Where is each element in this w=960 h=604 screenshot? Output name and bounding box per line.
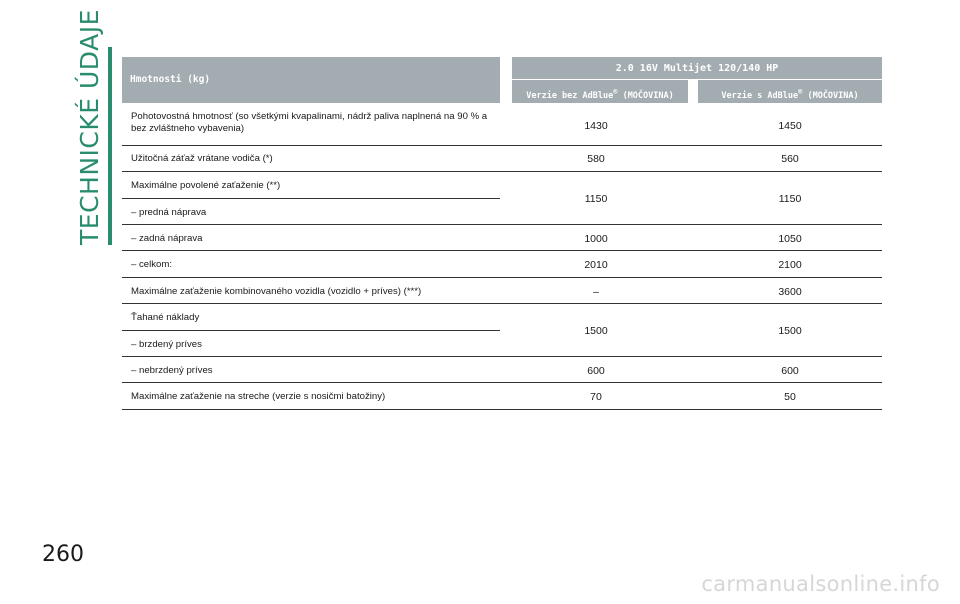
row-sublabel: – brzdený príves bbox=[131, 339, 202, 350]
row-value-2: 1450 bbox=[778, 120, 802, 132]
section-title-rule bbox=[108, 47, 112, 245]
row-divider bbox=[122, 409, 882, 410]
row-divider-partial bbox=[122, 330, 500, 331]
watermark: carmanualsonline.info bbox=[701, 572, 940, 596]
row-label: – celkom: bbox=[131, 259, 173, 270]
row-label: – nebrzdený príves bbox=[131, 365, 213, 376]
row-label: Ťahané náklady bbox=[131, 312, 200, 323]
row-value-1: 1430 bbox=[584, 120, 608, 132]
row-value-1: 70 bbox=[590, 391, 602, 403]
row-value-1: 2010 bbox=[584, 259, 608, 271]
row-value-2: 1050 bbox=[778, 233, 802, 245]
row-label: – zadná náprava bbox=[131, 233, 203, 244]
row-label: Maximálne zaťaženie na streche (verzie s nosičmi batožiny) bbox=[131, 391, 386, 402]
row-value-2: 1150 bbox=[778, 193, 802, 205]
page-number: 260 bbox=[42, 542, 84, 567]
header-label-cell bbox=[122, 57, 500, 103]
row-value-2: 560 bbox=[781, 153, 799, 165]
section-title: TECHNICKÉ ÚDAJE bbox=[75, 9, 104, 245]
row-value-1: 1500 bbox=[584, 325, 608, 337]
row-sublabel: – predná náprava bbox=[131, 207, 207, 218]
header-label: Hmotnosti (kg) bbox=[130, 74, 211, 85]
header-variant-2: Verzie s AdBlue® (MOČOVINA) bbox=[698, 80, 882, 103]
row-divider bbox=[122, 356, 882, 357]
row-divider bbox=[122, 250, 882, 251]
row-value-1: – bbox=[593, 286, 599, 298]
row-value-2: 50 bbox=[784, 391, 796, 403]
row-divider bbox=[122, 277, 882, 278]
row-label: Maximálne zaťaženie kombinovaného vozidla (vozidlo + príves) (***) bbox=[131, 286, 422, 297]
row-divider bbox=[122, 224, 882, 225]
row-value-2: 3600 bbox=[778, 286, 802, 298]
row-value-2: 600 bbox=[781, 365, 799, 377]
row-value-2: 1500 bbox=[778, 325, 802, 337]
header-variant-1: Verzie bez AdBlue® (MOČOVINA) bbox=[512, 80, 688, 103]
row-value-1: 1000 bbox=[584, 233, 608, 245]
row-label: Maximálne povolené zaťaženie (**) bbox=[131, 180, 281, 191]
row-value-1: 1150 bbox=[584, 193, 608, 205]
row-divider bbox=[122, 145, 882, 146]
row-value-1: 580 bbox=[587, 153, 605, 165]
row-label: Užitočná záťaž vrátane vodiča (*) bbox=[131, 153, 273, 164]
row-label: Pohotovostná hmotnosť (so všetkými kvapalinami, nádrž paliva naplnená na 90 % a bez zvláštneho vybavenia) bbox=[131, 111, 488, 134]
row-divider bbox=[122, 382, 882, 383]
header-engine: 2.0 16V Multijet 120/140 HP bbox=[512, 57, 882, 79]
row-divider-partial bbox=[122, 198, 500, 199]
row-value-1: 600 bbox=[587, 365, 605, 377]
row-value-2: 2100 bbox=[778, 259, 802, 271]
row-divider bbox=[122, 171, 882, 172]
row-divider bbox=[122, 303, 882, 304]
